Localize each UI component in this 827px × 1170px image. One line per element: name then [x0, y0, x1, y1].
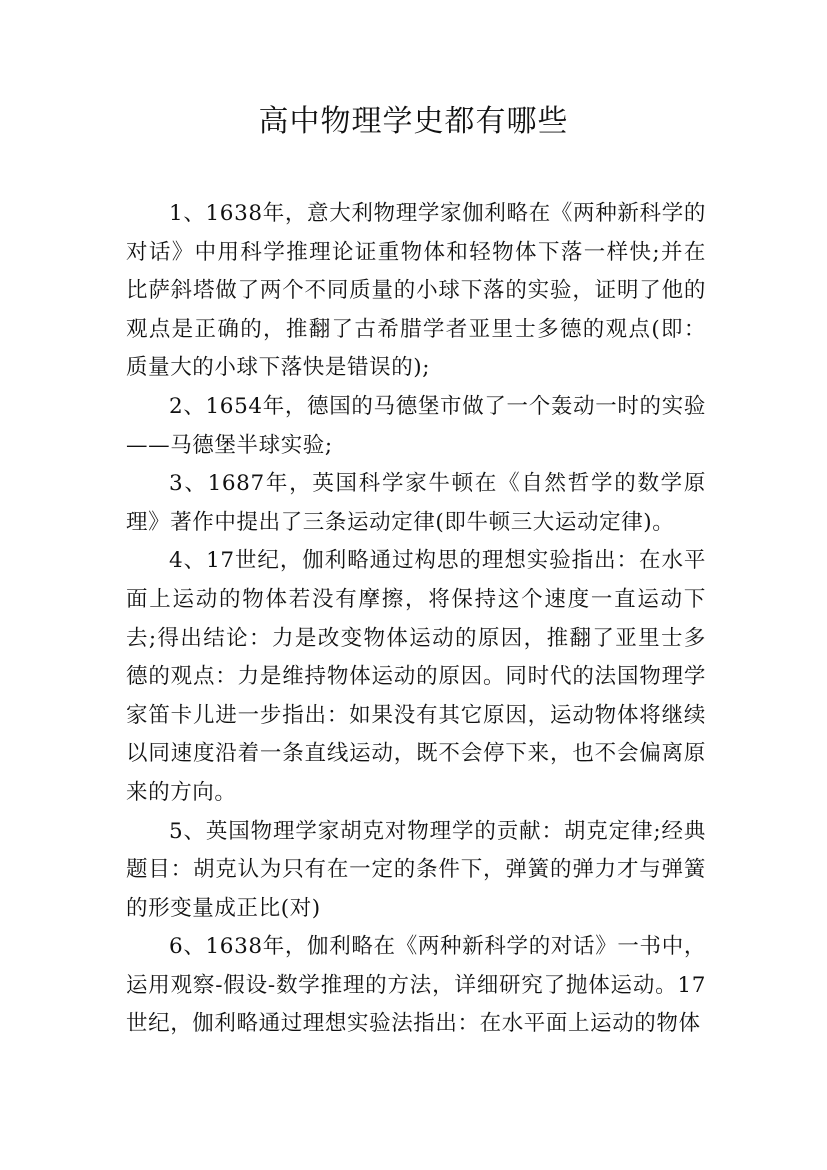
paragraph-3: 3、1687年，英国科学家牛顿在《自然哲学的数学原理》著作中提出了三条运动定律(即牛顿三大运动定律)。	[126, 471, 706, 535]
paragraph-5: 5、英国物理学家胡克对物理学的贡献：胡克定律;经典题目：胡克认为只有在一定的条件下，弹簧的弹力才与弹簧的形变量成正比(对)	[126, 818, 706, 921]
document-title: 高中物理学史都有哪些	[258, 104, 569, 139]
document-body	[126, 195, 706, 1044]
paragraph-2: 2、1654年，德国的马德堡市做了一个轰动一时的实验——马德堡半球实验;	[126, 393, 706, 458]
paragraph-6: 6、1638年，伽利略在《两种新科学的对话》一书中，运用观察-假设-数学推理的方法，详细研究了抛体运动。17世纪，伽利略通过理想实验法指出：在水平面上运动的物体	[126, 934, 706, 1037]
paragraph-4: 4、17世纪，伽利略通过构思的理想实验指出：在水平面上运动的物体若没有摩擦，将保持这个速度一直运动下去;得出结论：力是改变物体运动的原因，推翻了亚里士多德的观点：力是维持物体运动的原因。同时代的法国物理学家笛卡儿进一步指出：如果没有其它原因，运动物体将继续以同速度沿着一条直线运动，既不会停下来，也不会偏离原来的方向。	[126, 548, 706, 805]
paragraph-1: 1、1638年，意大利物理学家伽利略在《两种新科学的对话》中用科学推理论证重物体和轻物体下落一样快;并在比萨斜塔做了两个不同质量的小球下落的实验，证明了他的观点是正确的，推翻了古希腊学者亚里士多德的观点(即：质量大的小球下落快是错误的);	[126, 201, 706, 381]
